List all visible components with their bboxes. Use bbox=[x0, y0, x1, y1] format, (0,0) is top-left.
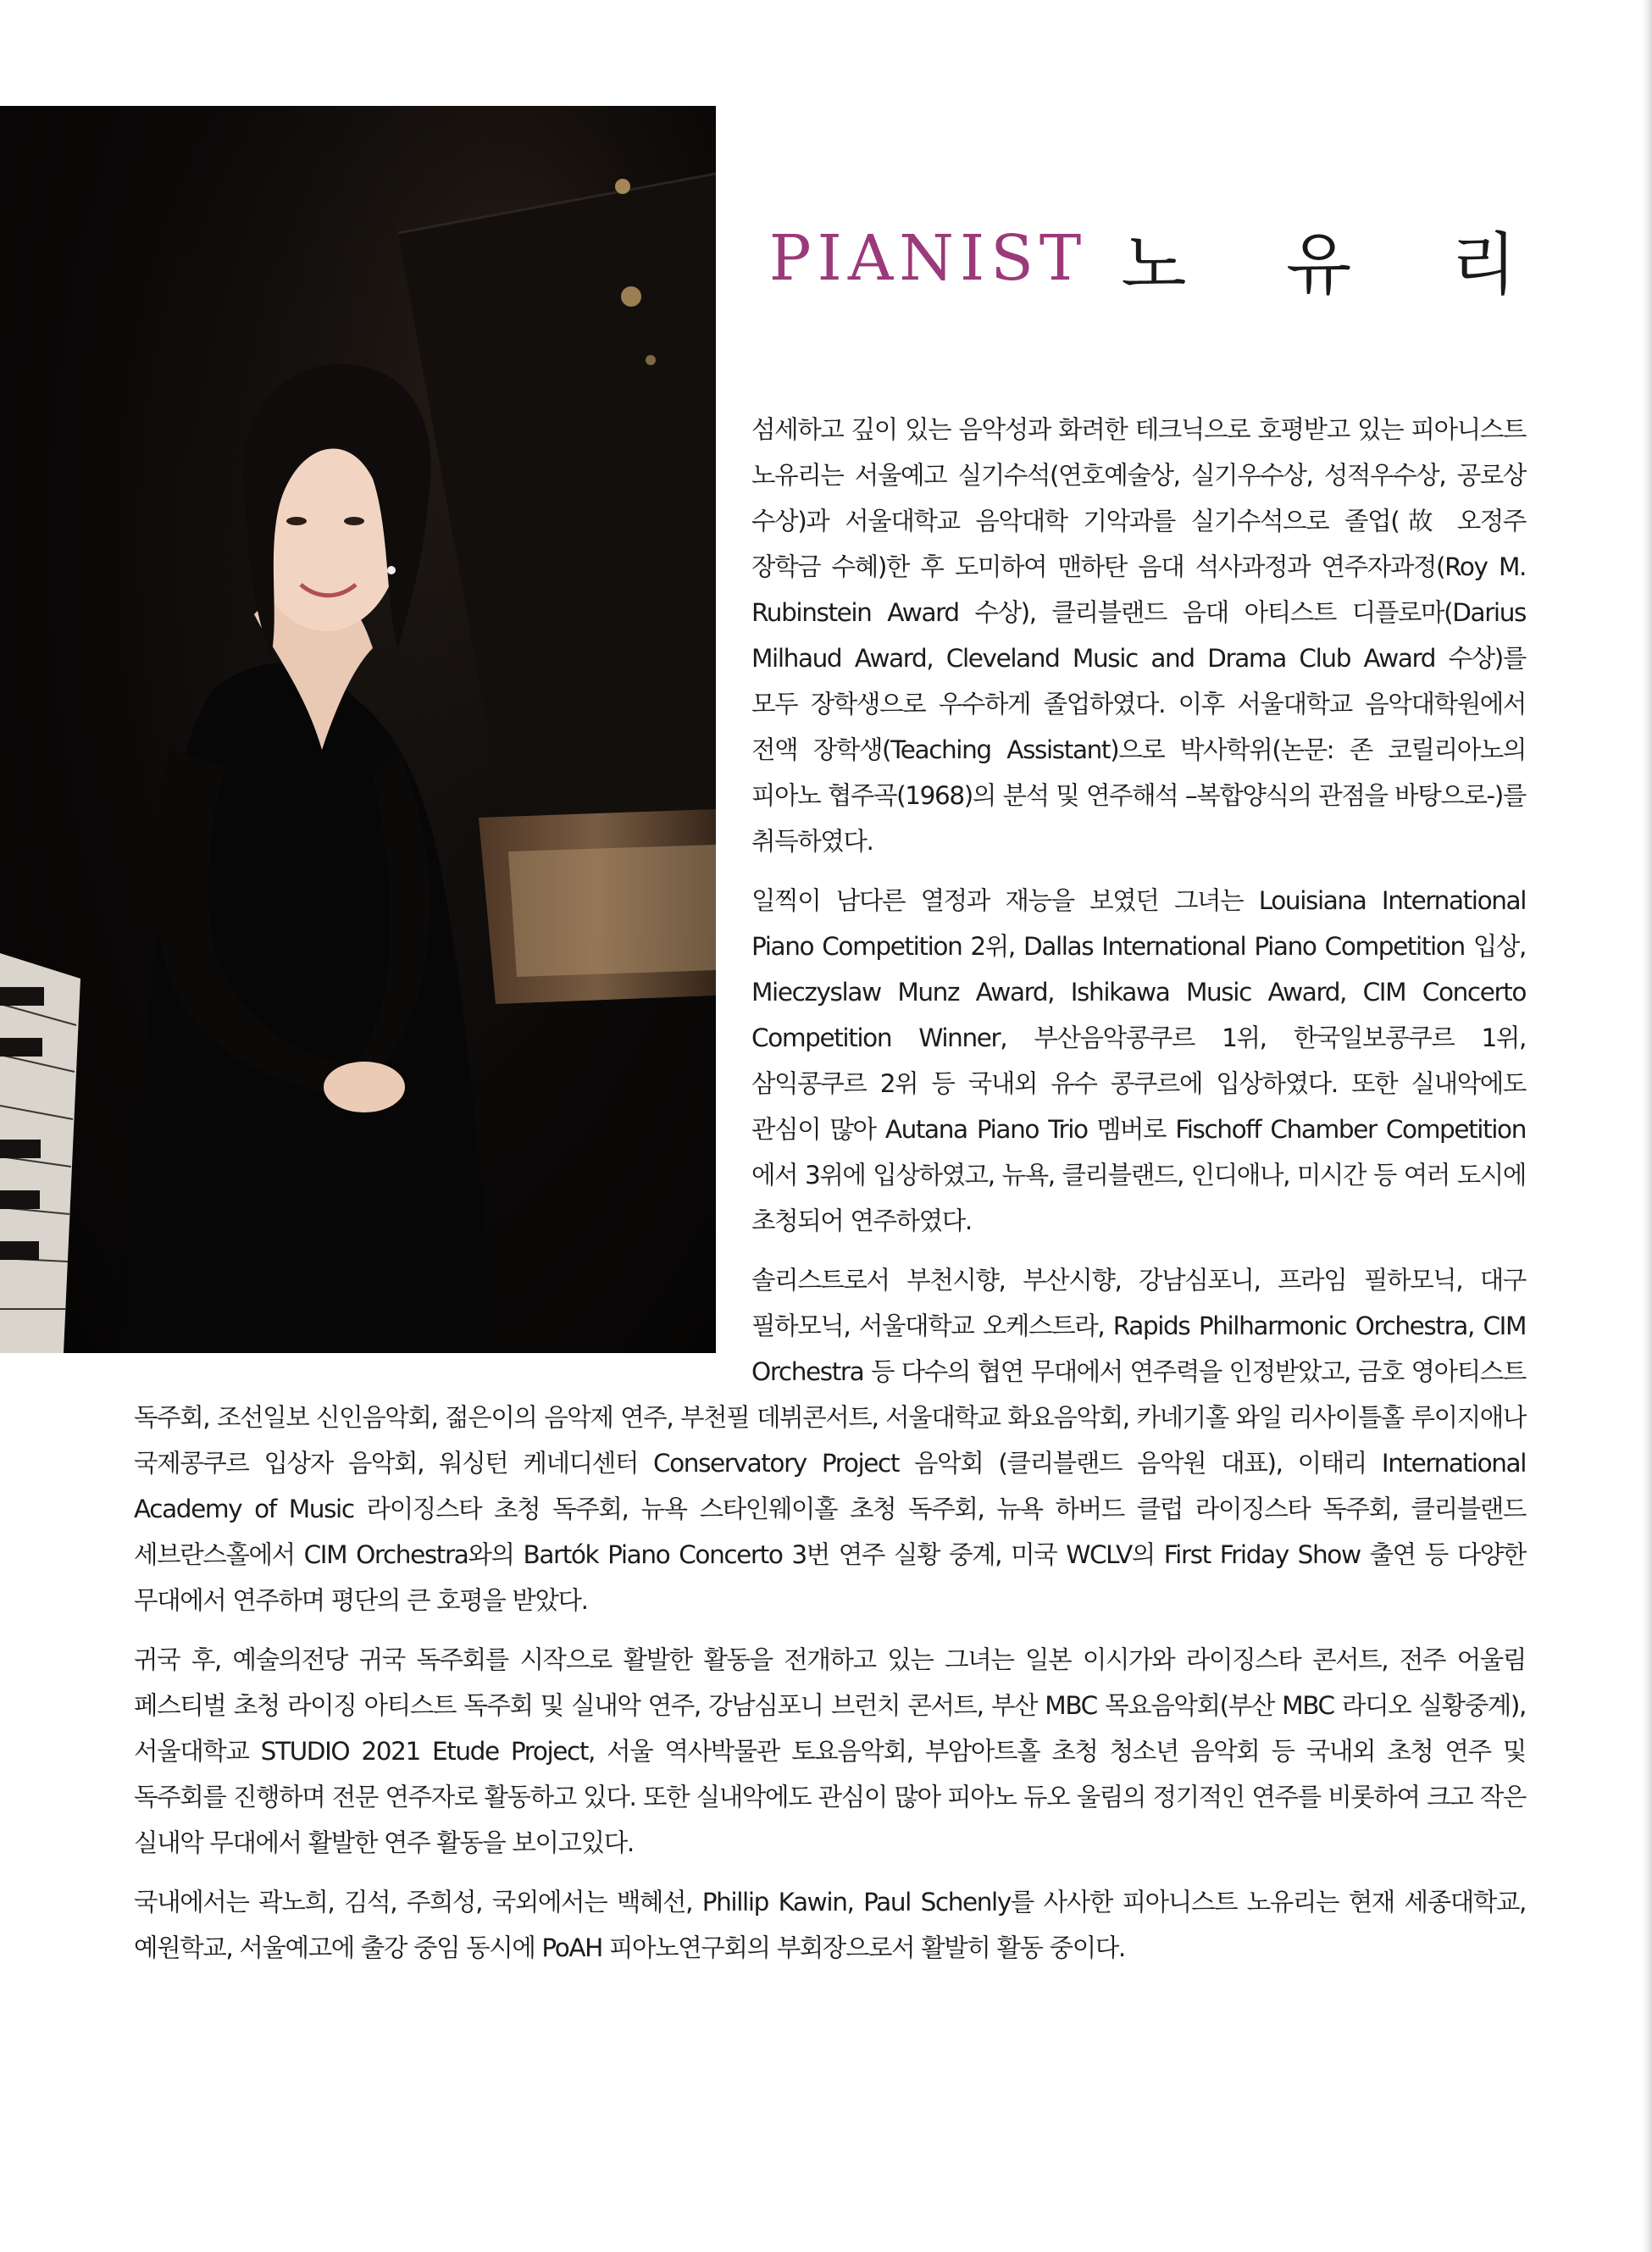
bio-paragraph: 일찍이 남다른 열정과 재능을 보였던 그녀는 Louisiana International Piano Competition 2위, Dallas International Piano Competition 입상, Mieczyslaw Munz Award, Ishikawa Music Award, CIM Concerto Competition Winner, 부산음악콩쿠르 1위, 한국일보콩쿠르 1위, 삼익콩쿠르 2위 등 국내외 유수 콩쿠르에 입상하였다. 또한 실내악에도 관심이 많아 Autana Piano Trio 멤버로 Fischoff Chamber Competition 에서 3위에 입상하였고, 뉴욕, 클리블랜드, 인디애나, 미시간 등 여러 도시에 초청되어 연주하였다. bbox=[751, 886, 1526, 1235]
bio-paragraph: 솔리스트로서 부천시향, 부산시향, 강남심포니, 프라임 필하모닉, 대구 필하모닉, 서울대학교 오케스트라, Rapids Philharmonic Orchestra, CIM Orchestra 등 다수의 협연 무대에서 연주력을 인정받았고, 금호 영아티스트 독주회, 조선일보 신인음악회, 젊은이의 음악제 연주, 부천필 데뷔콘서트, 서울대학교 화요음악회, 카네기홀 와일 리사이틀홀 루이지애나 국제콩쿠르 입상자 음악회, 워싱턴 케네디센터 Conservatory Project 음악회 (클리블랜드 음악원 대표), 이태리 International Academy of Music 라이징스타 초청 독주회, 뉴욕 스타인웨이홀 초청 독주회, 뉴욕 하버드 클럽 라이징스타 독주회, 클리블랜드 세브란스홀에서 CIM Orchestra와의 Bartók Piano Concerto 3번 연주 실황 중계, 미국 WCLV의 First Friday Show 출연 등 다양한 무대에서 연주하며 평단의 큰 호평을 받았다. bbox=[134, 1266, 1526, 1615]
role-title: PIANIST bbox=[768, 222, 1088, 295]
bio-paragraph: 귀국 후, 예술의전당 귀국 독주회를 시작으로 활발한 활동을 전개하고 있는 그녀는 일본 이시가와 라이징스타 콘서트, 전주 어울림 페스티벌 초청 라이징 아티스트 독주회 및 실내악 연주, 강남심포니 브런치 콘서트, 부산 MBC 목요음악회(부산 MBC 라디오 실황중계), 서울대학교 STUDIO 2021 Etude Project, 서울 역사박물관 토요음악회, 부암아트홀 초청 청소년 음악회 등 국내외 초청 연주 및 독주회를 진행하며 전문 연주자로 활동하고 있다. 또한 실내악에도 관심이 많아 피아노 듀오 울림의 정기적인 연주를 비롯하여 크고 작은 실내악 무대에서 활발한 연주 활동을 보이고있다. bbox=[134, 1645, 1526, 1857]
page-edge-shadow bbox=[1642, 0, 1652, 2252]
pianist-name: 노 유 리 bbox=[1121, 225, 1555, 304]
biography-text bbox=[134, 407, 1526, 1984]
bio-paragraph: 국내에서는 곽노희, 김석, 주희성, 국외에서는 백혜선, Phillip Kawin, Paul Schenly를 사사한 피아니스트 노유리는 현재 세종대학교, 예원학교, 서울예고에 출강 중임 동시에 PoAH 피아노연구회의 부회장으로서 활발히 활동 중이다. bbox=[134, 1888, 1526, 1962]
bio-paragraph: 섬세하고 깊이 있는 음악성과 화려한 테크닉으로 호평받고 있는 피아니스트 노유리는 서울예고 실기수석(연호예술상, 실기우수상, 성적우수상, 공로상 수상)과 서울대학교 음악대학 기악과를 실기수석으로 졸업(故 오정주 장학금 수혜)한 후 도미하여 맨하탄 음대 석사과정과 연주자과정(Roy M. Rubinstein Award 수상), 클리블랜드 음대 아티스트 디플로마(Darius Milhaud Award, Cleveland Music and Drama Club Award 수상)를 모두 장학생으로 우수하게 졸업하였다. 이후 서울대학교 음악대학원에서 전액 장학생(Teaching Assistant)으로 박사학위(논문: 존 코릴리아노의 피아노 협주곡(1968)의 분석 및 연주해석 –복합양식의 관점을 바탕으로-)를 취득하였다. bbox=[751, 415, 1526, 856]
photo-wrap-area bbox=[134, 407, 751, 1362]
page-title bbox=[768, 216, 1555, 304]
